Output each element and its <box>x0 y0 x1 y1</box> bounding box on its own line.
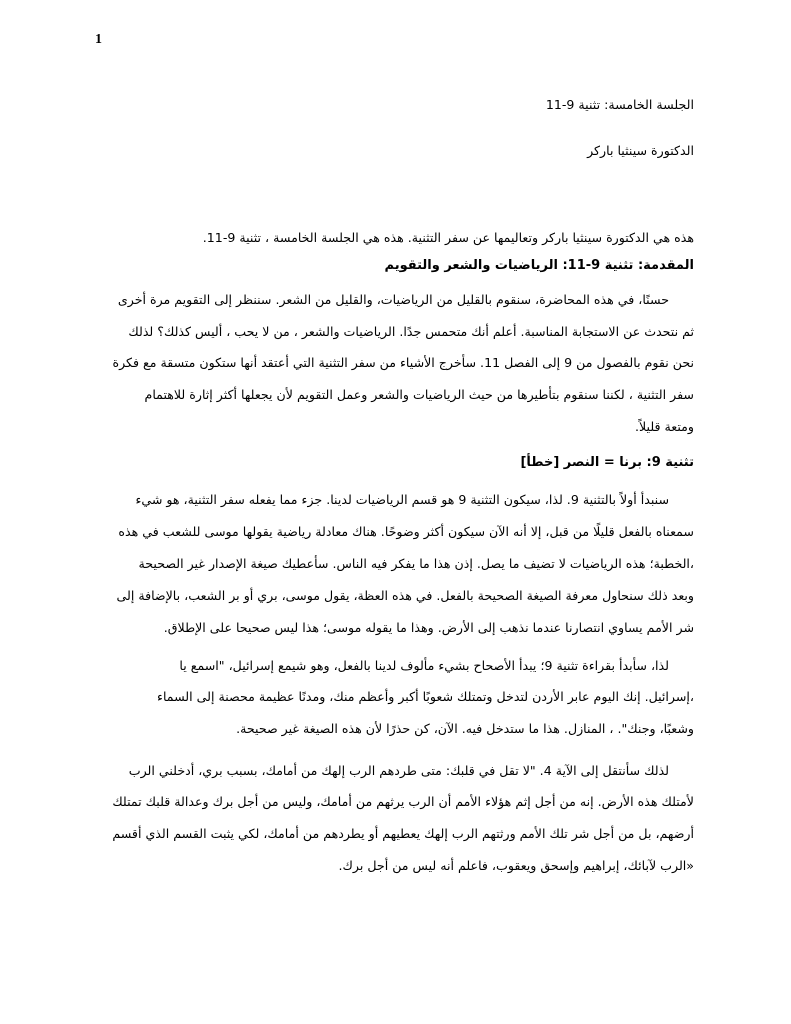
section-heading-intro: المقدمة: تثنية 9-11: الرياضيات والشعر والتقويم <box>384 258 694 273</box>
text-line: وشعبًا، وجنك". ، المنازل. هذا ما ستدخل فيه. الآن، كن حذرًا لأن هذه الصيغة غير صحيحة. <box>236 721 694 736</box>
text-line: لذا، سأبدأ بقراءة تثنية 9؛ يبدأ الأصحاح بشيء مألوف لدينا بالفعل، وهو شيمع إسرائيل، "اسمع يا <box>179 658 669 673</box>
text-line: ،إسرائيل. إنك اليوم عابر الأردن لتدخل وتمتلك شعوبًا أكبر وأعظم منك، ومدنًا عظيمة محصنة إلى السماء <box>157 689 694 704</box>
text-line: شر الأمم يساوي انتصارنا عندما نذهب إلى الأرض. وهذا ما يقوله موسى؛ هذا ليس صحيحا على الإطلاق. <box>163 620 694 635</box>
page-number: 1 <box>95 32 102 47</box>
text-line: نحن نقوم بالفصول من 9 إلى الفصل 11. سأخرج الأشياء من سفر التثنية التي أعتقد أنها ستكون متسقة مع فكرة <box>112 355 694 370</box>
session-title: الجلسة الخامسة: تثنية 9-11 <box>545 97 694 112</box>
text-line: سفر التثنية ، لكننا سنقوم بتأطيرها من حيث الرياضيات والشعر وعمل التقويم لأن يجعلها أكثر إثارة للاهتمام <box>144 387 694 402</box>
text-line: وبعد ذلك سنحاول معرفة الصيغة الصحيحة بالفعل. في هذه العظة، يقول موسى، بري أو بر الشعب، بالإضافة إلى <box>116 588 694 603</box>
text-line: سمعناه بالفعل قليلًا من قبل، إلا أنه الآن سيكون أكثر وضوحًا. هناك معادلة رياضية يقولها موسى للشعب في هذه <box>118 524 694 539</box>
text-line: سنبدأ أولاً بالتثنية 9. لذا، سيكون التثنية 9 هو قسم الرياضيات لدينا. جزء مما يفعله سفر التثنية، هو شيء <box>135 492 669 507</box>
section-heading-deut-9: تثنية 9: برنا = النصر [خطأ] <box>520 455 694 470</box>
text-line: أرضهم، بل من أجل شر تلك الأمم ورثتهم الرب إلهك يعطيهم أو يطردهم من أمامك، لكي يثبت القسم الذي أقسم <box>112 826 694 841</box>
text-line: لأمتلك هذه الأرض. إنه من أجل إثم هؤلاء الأمم أن الرب يرثهم من أمامك، وليس من أجل برك وعدالة قلبك تمتلك <box>112 794 694 809</box>
text-line: ،الخطبة؛ هذه الرياضيات لا تضيف ما يصل. إذن هذا ما يفكر فيه الناس. سأعطيك صيغة الإصدار غير الصحيحة <box>138 556 694 571</box>
text-line: لذلك سأنتقل إلى الآية 4. "لا تقل في قلبك: متى طردهم الرب إلهك من أمامك، بسبب بري، أدخلني الرب <box>128 763 669 778</box>
intro-line: هذه هي الدكتورة سينثيا باركر وتعاليمها عن سفر التثنية. هذه هي الجلسة الخامسة ، تثنية 9-11. <box>202 230 694 245</box>
author-name: الدكتورة سينثيا باركر <box>587 143 694 158</box>
text-line: حسنًا، في هذه المحاضرة، سنقوم بالقليل من الرياضيات، والقليل من الشعر. سننظر إلى التقويم مرة أخرى <box>117 292 669 307</box>
text-line: «الرب لآبائك، إبراهيم وإسحق ويعقوب، فاعلم أنه ليس من أجل برك. <box>338 858 694 873</box>
text-line: ومتعة قليلاً. <box>635 419 694 434</box>
text-line: ثم نتحدث عن الاستجابة المناسبة. أعلم أنك متحمس جدًا. الرياضيات والشعر ، من لا يحب ، أليس كذلك؟ لذلك <box>128 324 694 339</box>
